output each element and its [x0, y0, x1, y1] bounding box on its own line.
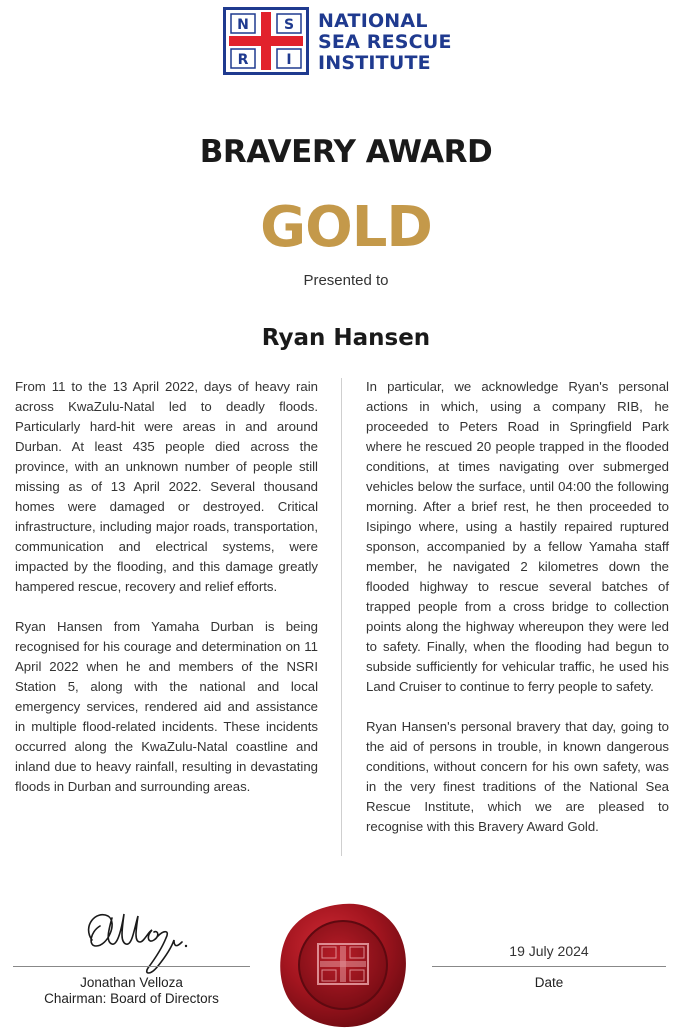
handwritten-signature [78, 896, 198, 981]
nsri-logo [223, 7, 467, 75]
signatory-role: Chairman: Board of Directors [44, 991, 219, 1006]
flag-letter-n: N [237, 17, 249, 33]
citation-paragraph: Ryan Hansen from Yamaha Durban is being recognised for his courage and determination on 11 April 2022 when he and members of the NSRI Station 5, along with the national and local emergency services, rendered aid and assistance in multiple flood-related incidents. These incidents occurred along the KwaZulu-Natal coastline and inland due to heavy rainfall, resulting in devastating floods in Durban and surrounding areas. [15, 619, 318, 794]
flag-letter-r: R [237, 52, 249, 68]
flag-letter-i: I [286, 52, 292, 68]
signatory-block [13, 975, 250, 1007]
award-date: 19 July 2024 [509, 943, 589, 959]
citation-left-column [15, 377, 318, 817]
date-line [432, 966, 666, 967]
column-divider [341, 378, 342, 856]
citation-paragraph: In particular, we acknowledge Ryan's personal actions in which, using a company RIB, he proceeded to Peters Road in Springfield Park where he rescued 20 people trapped in the flooded conditions, at times navigating over submerged vehicles below the surface, until 04:00 the following morning. After a brief rest, he then proceeded to Isipingo where, using a hastily repaired ruptured sponson, accompanied by a fellow Yamaha staff member, he navigated 2 kilometres down the flooded highway to rescue several batches of trapped people from a cross bridge to collection points along the highway whereupon they were led to safety. Finally, when the flooding had begun to subside sufficiently for vehicular traffic, he used his Land Cruiser to continue to ferry people to safety. [366, 379, 669, 694]
award-level: GOLD [260, 195, 432, 260]
award-title: BRAVERY AWARD [199, 134, 493, 170]
date-label: Date [534, 975, 564, 990]
logo-wordmark [318, 11, 478, 74]
citation-paragraph: Ryan Hansen's personal bravery that day, going to the aid of persons in trouble, in known dangerous conditions, without concern for his own safety, was in the very finest traditions of the National Sea Rescue Institute, which we are pleased to recognise with this Bravery Award Gold. [366, 719, 669, 834]
logo-line-1: NATIONAL [318, 10, 428, 32]
signature-line [13, 966, 250, 967]
citation-right-column [366, 377, 669, 857]
flag-letter-s: S [283, 17, 295, 33]
citation-paragraph: From 11 to the 13 April 2022, days of heavy rain across KwaZulu-Natal led to deadly floods. Particularly hard-hit were areas in and around Durban. At least 435 people died across the province, with an unknown number of people still missing as of 13 April 2022. Several thousand homes were damaged or destroyed. Critical infrastructure, including major roads, transportation, communication and electrical systems, were impacted by the flooding, and this damage greatly hampered rescue, recovery and relief efforts. [15, 379, 318, 594]
presented-to-label: Presented to [303, 272, 389, 289]
logo-line-2: SEA RESCUE [318, 31, 452, 53]
recipient-name: Ryan Hansen [261, 325, 431, 351]
signatory-name: Jonathan Velloza [80, 975, 183, 990]
logo-line-3: INSTITUTE [318, 52, 431, 74]
wax-seal-icon [276, 900, 410, 1030]
nsri-flag-icon [223, 7, 309, 75]
